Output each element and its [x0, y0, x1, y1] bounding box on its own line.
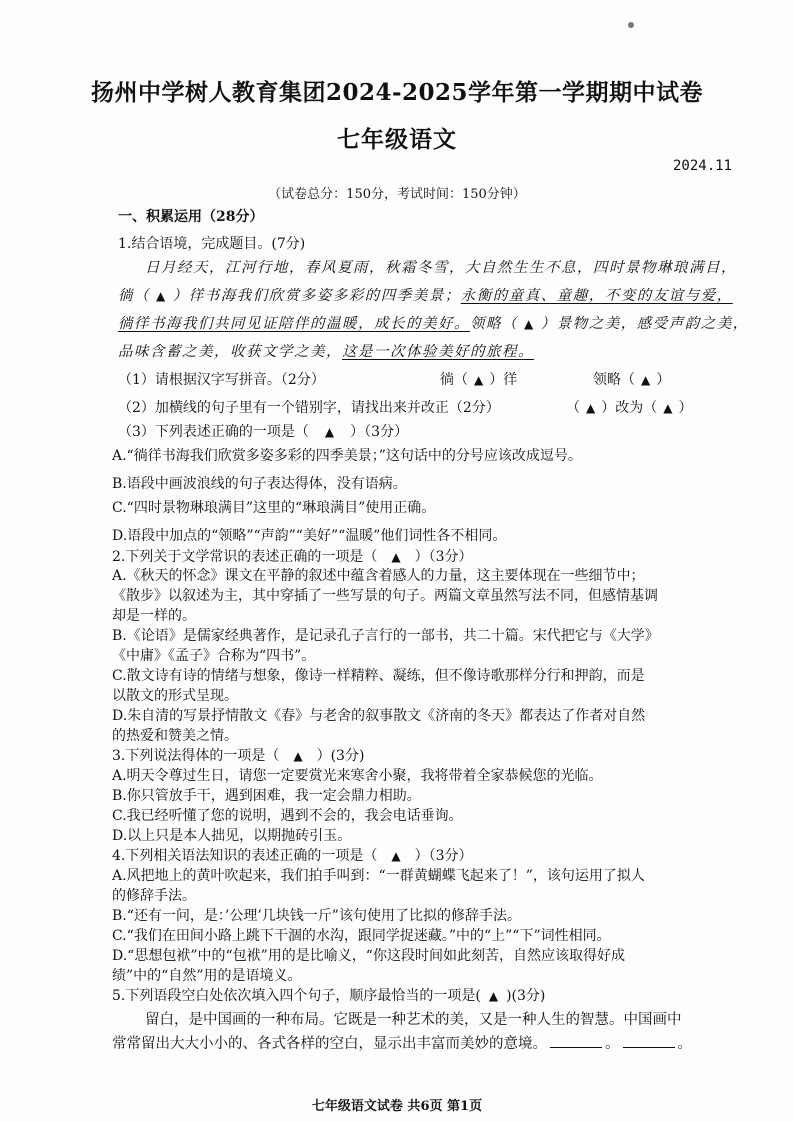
q2-stem	[112, 547, 473, 567]
q4-line-2: 的修辞手法。	[112, 888, 196, 904]
wavy-sentence: 这是一次体验美好的旅程。	[342, 344, 534, 360]
question-text: ）（3分）	[414, 848, 473, 864]
q1-option-a: A.“徜徉书海我们欣赏多姿多彩的四季美景；”这句话中的分号应该改成逗号。	[112, 448, 582, 464]
passage-text: 徜（	[118, 288, 150, 304]
answer-marker: ▲	[524, 317, 535, 331]
question-text: ）（3分）	[350, 424, 409, 440]
q1-sub2-blanks	[566, 398, 692, 418]
q1-passage-line-4	[118, 342, 534, 362]
blank-label: ）徉	[489, 372, 518, 388]
q3-option-a: A.明天令尊过生日，请您一定要赏光来寒舍小聚，我将带着全家恭候您的光临。	[112, 768, 603, 784]
q2-line-9: 的热爱和赞美之情。	[112, 728, 238, 744]
punctuation: 。	[677, 1036, 692, 1052]
question-text: （3）下列表述正确的一项是（	[118, 424, 309, 440]
blank-label: ）改为（	[601, 400, 658, 416]
underlined-sentence: 徜徉书海我们共同见证陪伴的温暖，成长的美好。	[118, 316, 470, 332]
q2-line-8: D.朱自清的写景抒情散文《春》与老舍的叙事散文《济南的冬天》都表达了作者对自然	[112, 708, 646, 724]
q2-line-3: 却是一样的。	[112, 608, 196, 624]
blank-label: 徜（	[440, 372, 468, 388]
exam-info: （试卷总分：150分，考试时间：150分钟）	[268, 187, 526, 202]
q1-passage-line-3	[118, 314, 749, 334]
exam-title: 扬州中学树人教育集团2024-2025学年第一学期期中试卷	[90, 79, 704, 106]
q1-sub2: （2）加横线的句子里有一个错别字，请找出来并改正（2分）	[118, 400, 500, 416]
q5-passage-line-2	[112, 1034, 692, 1054]
q3-option-b: B.你只管放手干，遇到困难，我一定会鼎力相助。	[112, 788, 421, 804]
blank-label: （	[566, 400, 580, 416]
question-text: )(3分)	[506, 988, 546, 1004]
answer-marker: ▲	[474, 373, 484, 387]
q3-option-d: D.以上只是本人拙见，以期抛砖引玉。	[112, 828, 352, 844]
punctuation: 。	[605, 1036, 620, 1052]
answer-marker: ▲	[156, 289, 167, 303]
q4-line-4: C.“我们在田间小路上跳下干涸的水沟，跟同学捉迷藏。”中的“上”“下”词性相同。	[112, 928, 611, 944]
scan-speck	[628, 22, 634, 28]
passage-text: ）徉书海我们欣赏多姿多彩的四季美景；	[172, 288, 461, 304]
q4-line-6: 绩”中的“自然”用的是语境义。	[112, 968, 302, 984]
q1-option-c: C.“四时景物琳琅满目”这里的“琳琅满目”使用正确。	[112, 500, 436, 516]
underlined-sentence: 永衡的童真、童趣，不变的友谊与爱，	[460, 288, 733, 304]
q1-sub1-blank-a	[440, 370, 517, 390]
passage-text: 品味含蓄之美，收获文学之美，	[118, 344, 342, 360]
q2-line-4: B.《论语》是儒家经典著作，是记录孔子言行的一部书，共二十篇。宋代把它与《大学》	[112, 628, 659, 644]
q4-stem	[112, 846, 473, 866]
q4-line-1: A.风把地上的黄叶吹起来，我们拍手叫到：“一群黄蝴蝶飞起来了！”，该句运用了拟人	[112, 868, 645, 884]
answer-marker: ▲	[663, 401, 673, 415]
q2-line-1: A.《秋天的怀念》课文在平静的叙述中蕴含着感人的力量，这主要体现在一些细节中；	[112, 568, 645, 584]
q1-option-b: B.语段中画波浪线的句子表达得体，没有语病。	[112, 476, 407, 492]
q4-line-5: D.“思想包袱”中的“包袱”用的是比喻义，“你这段时间如此刻苦，自然应该取得好成	[112, 948, 625, 964]
q3-option-c: C.我已经听懂了您的说明，遇到不会的，我会电话垂询。	[112, 808, 463, 824]
answer-marker: ▲	[586, 401, 596, 415]
blank-label: ）	[678, 400, 693, 416]
q3-stem	[112, 746, 364, 766]
blank-label: ）	[656, 372, 671, 388]
fill-blank-2[interactable]	[623, 1035, 675, 1048]
passage-text: 常常留出大大小小的、各式各样的空白，显示出丰富而美妙的意境。	[112, 1036, 547, 1052]
passage-text: 领略（	[470, 316, 518, 332]
answer-marker: ▲	[391, 550, 401, 564]
fill-blank-1[interactable]	[550, 1035, 602, 1048]
question-text: 4.下列相关语法知识的表述正确的一项是（	[112, 848, 378, 864]
q1-passage-line-2	[118, 286, 733, 306]
answer-marker: ▲	[391, 849, 401, 863]
page-footer: 七年级语文试卷 共6页 第1页	[311, 1099, 483, 1114]
q5-stem	[112, 986, 545, 1006]
exam-subject: 七年级语文	[337, 126, 457, 153]
q2-line-2: 《散步》以叙述为主，其中穿插了一些写景的句子。两篇文章虽然写法不同，但感情基调	[112, 588, 658, 604]
passage-text: ）景物之美，感受声韵之美，	[540, 316, 749, 332]
q1-stem: 1.结合语境，完成题目。(7分)	[118, 236, 306, 252]
q1-sub3	[118, 422, 408, 442]
question-text: ）(3分)	[316, 748, 365, 764]
q1-passage-line-1: 日月经天，江河行地，春风夏雨，秋霜冬雪，大自然生生不息，四时景物琳琅满目，	[145, 260, 737, 276]
q1-option-d: D.语段中加点的“领略”“声韵”“美好”“温暖”他们词性各不相同。	[112, 528, 507, 544]
q2-line-5: 《中庸》《孟子》合称为“四书”。	[112, 648, 316, 664]
answer-marker: ▲	[293, 749, 303, 763]
answer-marker: ▲	[488, 989, 499, 1003]
q4-line-3: B.“还有一问，是：’公理’几块钱一斤”该句使用了比拟的修辞手法。	[112, 908, 521, 924]
answer-marker: ▲	[641, 373, 651, 387]
q5-passage-line-1: 留白，是中国画的一种布局。它既是一种艺术的美，又是一种人生的智慧。中国画中	[145, 1012, 682, 1028]
question-text: 3.下列说法得体的一项是（	[112, 748, 280, 764]
q2-line-6: C.散文诗有诗的情绪与想象，像诗一样精粹、凝练，但不像诗歌那样分行和押韵，而是	[112, 668, 645, 684]
question-text: ）（3分）	[414, 549, 473, 565]
question-text: 2.下列关于文学常识的表述正确的一项是（	[112, 549, 378, 565]
section-heading: 一、积累运用（28分）	[118, 209, 264, 225]
answer-marker: ▲	[324, 425, 335, 439]
q1-sub1: （1）请根据汉字写拼音。（2分）	[118, 372, 325, 388]
q2-line-7: 以散文的形式呈现。	[112, 688, 238, 704]
question-text: 5.下列语段空白处依次填入四个句子，顺序最恰当的一项是(	[112, 988, 481, 1004]
exam-date: 2024.11	[672, 158, 732, 174]
q1-sub1-blank-b	[593, 370, 670, 390]
blank-label: 领略（	[593, 372, 635, 388]
